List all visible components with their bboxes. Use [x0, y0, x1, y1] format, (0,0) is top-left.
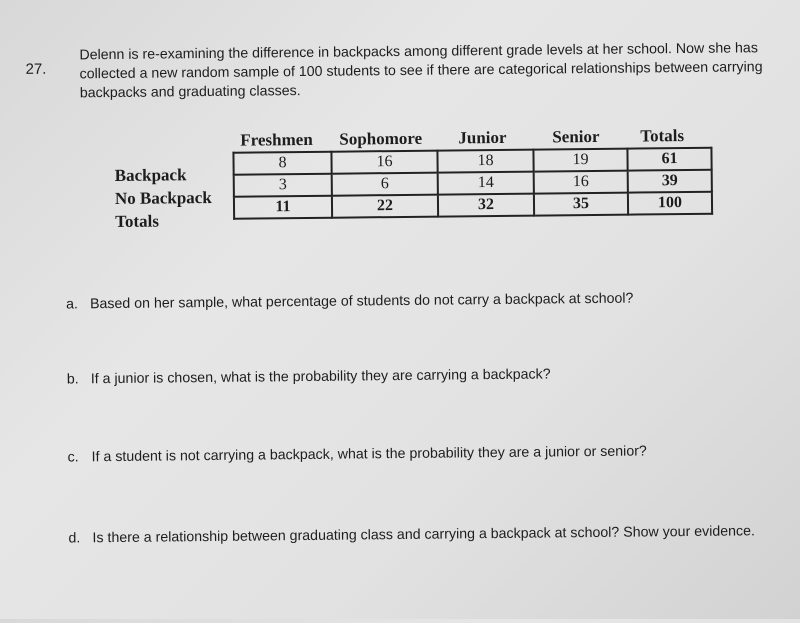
column-header-junior: Junior — [458, 127, 507, 148]
subquestion-text: If a junior is chosen, what is the probability they are carrying a backpack? — [90, 366, 551, 388]
row-label-backpack: Backpack — [114, 165, 187, 185]
table-cell: 8 — [233, 152, 331, 175]
table-cell-total: 35 — [534, 193, 628, 216]
table-cell-total: 32 — [438, 194, 534, 217]
prompt-line: collected a new random sample of 100 students to see if there are categorical relationships between carrying — [79, 59, 763, 83]
subquestion-letter: a. — [65, 296, 78, 313]
subquestion-letter: b. — [66, 371, 79, 388]
subquestion-text: If a student is not carrying a backpack, what is the probability they are a junior or senior? — [91, 443, 647, 466]
table-row-labels — [115, 163, 213, 233]
table-cell: 18 — [437, 150, 533, 173]
subquestion-c — [68, 443, 647, 465]
row-label-no-backpack: No Backpack — [114, 187, 212, 208]
table-cell: 19 — [533, 149, 627, 172]
subquestion-letter: c. — [67, 449, 79, 466]
prompt-line: Delenn is re-examining the difference in backpacks among different grade levels at her school. Now she has — [79, 40, 758, 64]
table-cell: 3 — [234, 174, 332, 197]
table-cell-grand-total: 100 — [628, 192, 712, 215]
subquestion-text: Is there a relationship between graduating class and carrying a backpack at school? Show your evidence. — [92, 523, 756, 547]
subquestion-a — [66, 291, 634, 313]
table-cell: 16 — [534, 171, 628, 194]
table-cell-total: 11 — [234, 196, 332, 219]
table-cell: 6 — [332, 173, 438, 196]
table-cell: 14 — [438, 172, 534, 195]
contingency-table — [232, 147, 713, 220]
table-cell-total: 22 — [332, 195, 438, 218]
table-cell-total: 39 — [628, 170, 712, 193]
table-row — [234, 192, 712, 219]
question-number: 27. — [25, 60, 47, 78]
row-label-totals: Totals — [115, 211, 160, 231]
table-cell-total: 61 — [627, 148, 711, 171]
subquestion-d — [68, 523, 755, 546]
column-header-freshmen: Freshmen — [240, 129, 313, 150]
subquestion-b — [67, 366, 551, 387]
subquestion-letter: d. — [68, 530, 81, 547]
question-prompt — [79, 39, 780, 103]
column-header-sophomore: Sophomore — [339, 128, 423, 149]
column-header-totals: Totals — [640, 126, 685, 146]
subquestion-text: Based on her sample, what percentage of students do not carry a backpack at school? — [89, 290, 634, 313]
table-cell: 16 — [331, 151, 437, 174]
column-header-senior: Senior — [552, 126, 600, 147]
prompt-line: backpacks and graduating classes. — [79, 83, 301, 102]
